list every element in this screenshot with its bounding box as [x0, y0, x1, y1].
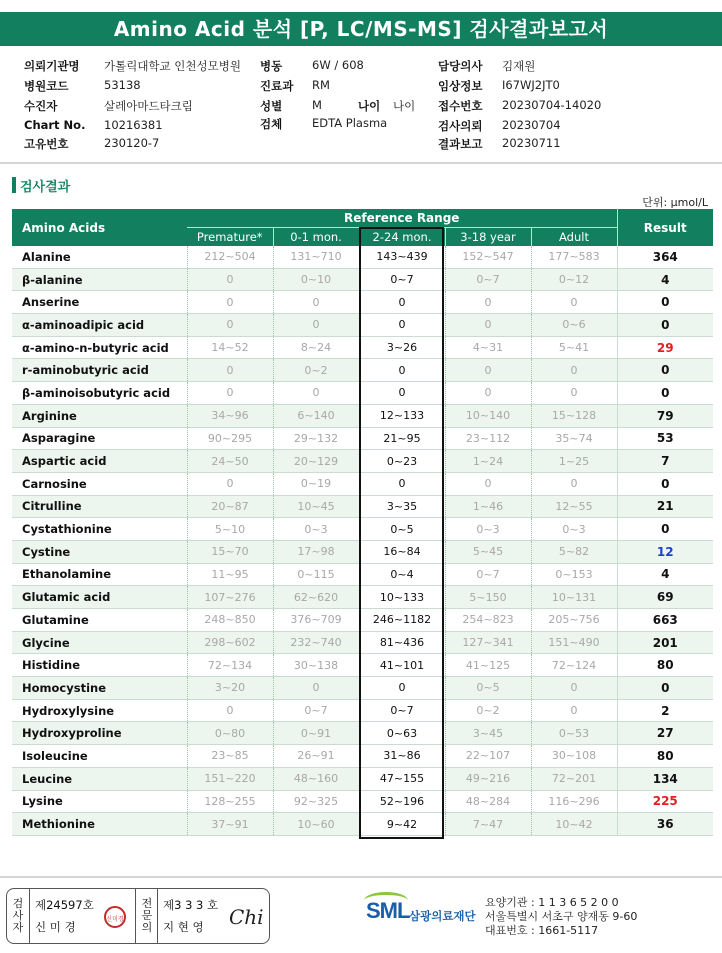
reference-range-cell: 0~63	[359, 722, 445, 745]
result-value: 663	[617, 609, 713, 632]
age-value: 나이	[393, 99, 416, 113]
reference-range-cell: 20~87	[187, 495, 273, 518]
sml-logo	[366, 898, 476, 924]
amino-acid-name: Homocystine	[12, 677, 187, 700]
reference-range-cell: 0~3	[273, 518, 359, 541]
reference-range-cell: 52~196	[359, 790, 445, 813]
result-value: 29	[617, 336, 713, 359]
reference-range-cell: 0	[187, 268, 273, 291]
lab-info	[485, 896, 637, 938]
report-title: Amino Acid 분석 [P, LC/MS-MS] 검사결과보고서	[0, 12, 722, 46]
reference-range-cell: 0	[531, 677, 617, 700]
reference-range-cell: 92~325	[273, 790, 359, 813]
result-value: 201	[617, 631, 713, 654]
reference-range-cell: 0~115	[273, 563, 359, 586]
reference-range-cell: 152~547	[445, 246, 531, 268]
amino-acid-name: Citrulline	[12, 495, 187, 518]
specialist-signature: Chi	[229, 905, 264, 929]
reference-range-cell: 116~296	[531, 790, 617, 813]
reference-range-cell: 3~20	[187, 677, 273, 700]
table-row	[12, 359, 713, 382]
reference-range-cell: 205~756	[531, 609, 617, 632]
receipt-no-label: 접수번호	[438, 99, 483, 113]
dept-value: RM	[312, 78, 330, 92]
hospital-code-value: 53138	[104, 78, 141, 92]
reference-range-cell: 0	[445, 382, 531, 405]
ref-header-premature: Premature*	[187, 228, 273, 247]
reference-range-cell: 16~84	[359, 540, 445, 563]
receipt-no-value: 20230704-14020	[502, 98, 602, 112]
col-result: Result	[617, 209, 713, 246]
reference-range-cell: 5~10	[187, 518, 273, 541]
tester-label: 검사자	[12, 897, 24, 934]
lab-address: 서울특별시 서초구 양재동 9-60	[485, 910, 638, 923]
result-value: 0	[617, 518, 713, 541]
reference-range-cell: 0~5	[359, 518, 445, 541]
table-row	[12, 246, 713, 268]
result-value: 53	[617, 427, 713, 450]
amino-acid-name: Glutamine	[12, 609, 187, 632]
reference-range-cell: 107~276	[187, 586, 273, 609]
result-value: 79	[617, 404, 713, 427]
reference-range-cell: 177~583	[531, 246, 617, 268]
amino-acid-name: Asparagine	[12, 427, 187, 450]
reference-range-cell: 0	[531, 291, 617, 314]
reference-range-cell: 0~53	[531, 722, 617, 745]
ward-label: 병동	[260, 59, 283, 73]
reference-range-cell: 30~108	[531, 745, 617, 768]
patient-info-block	[0, 52, 722, 160]
reference-range-cell: 29~132	[273, 427, 359, 450]
result-value: 0	[617, 382, 713, 405]
chart-no-value: 10216381	[104, 118, 163, 132]
reference-range-cell: 0~2	[273, 359, 359, 382]
result-value: 2	[617, 699, 713, 722]
reference-range-cell: 72~134	[187, 654, 273, 677]
specimen-value: EDTA Plasma	[312, 116, 388, 130]
tester-number: 제24597호	[35, 898, 94, 912]
table-row	[12, 631, 713, 654]
reference-range-cell: 0~7	[273, 699, 359, 722]
lab-phone: 대표번호 : 1661-5117	[485, 924, 599, 937]
reference-range-cell: 4~31	[445, 336, 531, 359]
reference-range-cell: 9~42	[359, 813, 445, 836]
reference-range-cell: 62~620	[273, 586, 359, 609]
reference-range-cell: 72~124	[531, 654, 617, 677]
amino-acid-name: Cystathionine	[12, 518, 187, 541]
reference-range-cell: 0~4	[359, 563, 445, 586]
reference-range-cell: 298~602	[187, 631, 273, 654]
table-row	[12, 677, 713, 700]
result-value: 0	[617, 677, 713, 700]
reference-range-cell: 246~1182	[359, 609, 445, 632]
request-date-label: 검사의뢰	[438, 119, 483, 133]
table-row	[12, 790, 713, 813]
reference-range-cell: 10~140	[445, 404, 531, 427]
reference-range-cell: 15~70	[187, 540, 273, 563]
table-row	[12, 813, 713, 836]
signature-box	[6, 888, 270, 944]
reference-range-cell: 5~150	[445, 586, 531, 609]
reference-range-cell: 0~7	[445, 268, 531, 291]
result-value: 225	[617, 790, 713, 813]
result-value: 21	[617, 495, 713, 518]
reference-range-cell: 127~341	[445, 631, 531, 654]
reference-range-cell: 21~95	[359, 427, 445, 450]
reference-range-cell: 90~295	[187, 427, 273, 450]
amino-acid-name: Ethanolamine	[12, 563, 187, 586]
reference-range-cell: 6~140	[273, 404, 359, 427]
reference-range-cell: 15~128	[531, 404, 617, 427]
tester-seal	[104, 906, 126, 928]
result-value: 27	[617, 722, 713, 745]
reference-range-cell: 24~50	[187, 450, 273, 473]
reference-range-cell: 41~125	[445, 654, 531, 677]
report-date-value: 20230711	[502, 136, 561, 150]
amino-acid-name: Hydroxyproline	[12, 722, 187, 745]
reference-range-cell: 26~91	[273, 745, 359, 768]
hospital-code-label: 병원코드	[24, 79, 69, 93]
reference-range-cell: 5~41	[531, 336, 617, 359]
specialist-number: 제3 3 3 호	[163, 898, 219, 912]
reference-range-cell: 254~823	[445, 609, 531, 632]
reference-range-cell: 12~133	[359, 404, 445, 427]
amino-acid-name: Aspartic acid	[12, 450, 187, 473]
reference-range-cell: 0	[359, 359, 445, 382]
reference-range-cell: 41~101	[359, 654, 445, 677]
reference-range-cell: 0	[359, 314, 445, 337]
reference-range-cell: 23~85	[187, 745, 273, 768]
reference-range-cell: 35~74	[531, 427, 617, 450]
table-row	[12, 540, 713, 563]
reference-range-cell: 0	[187, 699, 273, 722]
reference-range-cell: 0	[187, 314, 273, 337]
table-row	[12, 699, 713, 722]
divider	[29, 889, 30, 943]
result-value: 0	[617, 359, 713, 382]
sex-label: 성별	[260, 99, 283, 113]
reference-range-cell: 31~86	[359, 745, 445, 768]
reference-range-cell: 22~107	[445, 745, 531, 768]
result-value: 134	[617, 767, 713, 790]
age-label: 나이	[358, 99, 381, 113]
reference-range-cell: 11~95	[187, 563, 273, 586]
table-row	[12, 654, 713, 677]
table-row	[12, 767, 713, 790]
reference-range-cell: 0~19	[273, 472, 359, 495]
reference-range-cell: 0	[359, 382, 445, 405]
reference-range-cell: 0	[187, 472, 273, 495]
reference-range-cell: 151~490	[531, 631, 617, 654]
sex-value: M	[312, 98, 322, 112]
amino-acid-name: Glycine	[12, 631, 187, 654]
institution-label: 의뢰기관명	[24, 59, 80, 73]
reference-range-cell: 34~96	[187, 404, 273, 427]
reference-range-cell: 0~91	[273, 722, 359, 745]
reference-range-cell: 10~131	[531, 586, 617, 609]
reference-range-cell: 48~284	[445, 790, 531, 813]
table-row	[12, 472, 713, 495]
amino-acid-name: Carnosine	[12, 472, 187, 495]
amino-acid-name: β-alanine	[12, 268, 187, 291]
result-value: 80	[617, 745, 713, 768]
reference-range-cell: 0	[531, 382, 617, 405]
clinical-info-value: I67WJ2JT0	[502, 78, 560, 92]
amino-acid-name: Cystine	[12, 540, 187, 563]
unit-label: 단위: μmol/L	[642, 196, 708, 209]
reference-range-cell: 81~436	[359, 631, 445, 654]
reference-range-cell: 17~98	[273, 540, 359, 563]
reference-range-cell: 248~850	[187, 609, 273, 632]
table-row	[12, 382, 713, 405]
result-value: 364	[617, 246, 713, 268]
table-row	[12, 450, 713, 473]
request-date-value: 20230704	[502, 118, 561, 132]
specialist-name: 지 현 영	[163, 920, 204, 934]
result-value: 0	[617, 314, 713, 337]
lab-code: 요양기관 : 1 1 3 6 5 2 0 0	[485, 896, 619, 909]
reference-range-cell: 0	[187, 359, 273, 382]
result-value: 69	[617, 586, 713, 609]
reference-range-cell: 0	[445, 359, 531, 382]
reference-range-cell: 0~2	[445, 699, 531, 722]
reference-range-cell: 131~710	[273, 246, 359, 268]
col-amino-acids: Amino Acids	[12, 209, 187, 246]
logo-text: SML	[366, 898, 410, 923]
reference-range-cell: 0	[531, 699, 617, 722]
amino-acid-name: Anserine	[12, 291, 187, 314]
reference-range-cell: 151~220	[187, 767, 273, 790]
reference-range-cell: 0	[273, 382, 359, 405]
reference-range-cell: 0	[187, 291, 273, 314]
reference-range-cell: 1~46	[445, 495, 531, 518]
reference-range-cell: 0~80	[187, 722, 273, 745]
ref-header-2-24mon: 2-24 mon.	[359, 228, 445, 247]
amino-acid-name: r-aminobutyric acid	[12, 359, 187, 382]
reference-range-cell: 10~45	[273, 495, 359, 518]
reference-range-cell: 0~23	[359, 450, 445, 473]
reference-range-cell: 0	[531, 472, 617, 495]
reference-range-cell: 10~133	[359, 586, 445, 609]
footer-divider	[0, 876, 722, 878]
amino-acid-name: Leucine	[12, 767, 187, 790]
result-value: 0	[617, 291, 713, 314]
clinical-info-label: 임상정보	[438, 79, 483, 93]
doctor-value: 김재원	[502, 59, 536, 73]
reference-range-cell: 0~7	[445, 563, 531, 586]
reference-range-cell: 0	[359, 291, 445, 314]
reference-range-cell: 0	[359, 677, 445, 700]
ref-header-3-18year: 3-18 year	[445, 228, 531, 247]
reference-range-cell: 49~216	[445, 767, 531, 790]
logo-name: 삼광의료재단	[409, 909, 476, 923]
ref-header-0-1mon: 0-1 mon.	[273, 228, 359, 247]
reference-range-cell: 0	[531, 359, 617, 382]
table-row	[12, 268, 713, 291]
reference-range-cell: 1~25	[531, 450, 617, 473]
reference-range-cell: 47~155	[359, 767, 445, 790]
chart-no-label: Chart No.	[24, 118, 86, 132]
table-row	[12, 336, 713, 359]
reference-range-cell: 3~26	[359, 336, 445, 359]
table-row	[12, 518, 713, 541]
reference-range-cell: 0~153	[531, 563, 617, 586]
table-row	[12, 563, 713, 586]
reference-range-cell: 10~42	[531, 813, 617, 836]
result-value: 12	[617, 540, 713, 563]
reference-range-cell: 0	[445, 314, 531, 337]
reference-range-cell: 0	[359, 472, 445, 495]
table-row	[12, 495, 713, 518]
result-value: 36	[617, 813, 713, 836]
unique-no-value: 230120-7	[104, 136, 160, 150]
reference-range-cell: 5~45	[445, 540, 531, 563]
amino-acid-name: Alanine	[12, 246, 187, 268]
amino-acid-name: α-aminoadipic acid	[12, 314, 187, 337]
reference-range-cell: 0~12	[531, 268, 617, 291]
section-marker	[12, 177, 16, 193]
amino-acid-name: Isoleucine	[12, 745, 187, 768]
reference-range-cell: 12~55	[531, 495, 617, 518]
report-date-label: 결과보고	[438, 137, 483, 151]
table-row	[12, 609, 713, 632]
reference-range-cell: 14~52	[187, 336, 273, 359]
reference-range-cell: 5~82	[531, 540, 617, 563]
reference-range-cell: 0~3	[531, 518, 617, 541]
header-divider	[0, 162, 722, 164]
reference-range-cell: 0~3	[445, 518, 531, 541]
reference-range-cell: 0	[273, 291, 359, 314]
result-value: 4	[617, 563, 713, 586]
tester-seal-text: 신미경	[106, 916, 124, 923]
amino-acid-name: Hydroxylysine	[12, 699, 187, 722]
amino-acid-name: Arginine	[12, 404, 187, 427]
col-reference-range: Reference Range	[187, 209, 617, 228]
reference-range-cell: 1~24	[445, 450, 531, 473]
section-title: 검사결과	[20, 180, 71, 195]
reference-range-cell: 0~5	[445, 677, 531, 700]
amino-acid-name: Methionine	[12, 813, 187, 836]
reference-range-cell: 3~45	[445, 722, 531, 745]
ward-value: 6W / 608	[312, 58, 364, 72]
reference-range-cell: 30~138	[273, 654, 359, 677]
reference-range-cell: 10~60	[273, 813, 359, 836]
table-row	[12, 314, 713, 337]
result-value: 0	[617, 472, 713, 495]
reference-range-cell: 212~504	[187, 246, 273, 268]
reference-range-cell: 23~112	[445, 427, 531, 450]
table-row	[12, 291, 713, 314]
amino-acid-name: Glutamic acid	[12, 586, 187, 609]
result-value: 80	[617, 654, 713, 677]
amino-acid-name: β-aminoisobutyric acid	[12, 382, 187, 405]
result-value: 7	[617, 450, 713, 473]
reference-range-cell: 376~709	[273, 609, 359, 632]
reference-range-cell: 0	[445, 291, 531, 314]
table-row	[12, 722, 713, 745]
amino-acid-name: α-amino-n-butyric acid	[12, 336, 187, 359]
reference-range-cell: 0~7	[359, 699, 445, 722]
ref-header-adult: Adult	[531, 228, 617, 247]
reference-range-cell: 7~47	[445, 813, 531, 836]
reference-range-cell: 0~10	[273, 268, 359, 291]
specialist-label: 전문의	[141, 897, 153, 934]
specimen-label: 검체	[260, 117, 283, 131]
results-table	[12, 209, 713, 836]
logo-arc-icon	[364, 892, 408, 909]
table-row	[12, 427, 713, 450]
reference-range-cell: 0~6	[531, 314, 617, 337]
reference-range-cell: 20~129	[273, 450, 359, 473]
result-value: 4	[617, 268, 713, 291]
tester-name: 신 미 경	[35, 920, 76, 934]
reference-range-cell: 0	[445, 472, 531, 495]
table-row	[12, 586, 713, 609]
reference-range-cell: 72~201	[531, 767, 617, 790]
recipient-label: 수진자	[24, 99, 58, 113]
amino-acid-name: Histidine	[12, 654, 187, 677]
reference-range-cell: 48~160	[273, 767, 359, 790]
doctor-label: 담당의사	[438, 59, 483, 73]
reference-range-cell: 0~7	[359, 268, 445, 291]
table-row	[12, 745, 713, 768]
reference-range-cell: 3~35	[359, 495, 445, 518]
reference-range-cell: 37~91	[187, 813, 273, 836]
dept-label: 진료과	[260, 79, 294, 93]
reference-range-cell: 0	[187, 382, 273, 405]
reference-range-cell: 143~439	[359, 246, 445, 268]
recipient-value: 살레아마드타크림	[104, 99, 193, 113]
amino-acid-name: Lysine	[12, 790, 187, 813]
divider	[157, 889, 158, 943]
unique-no-label: 고유번호	[24, 137, 69, 151]
table-row	[12, 404, 713, 427]
reference-range-cell: 0	[273, 314, 359, 337]
reference-range-cell: 232~740	[273, 631, 359, 654]
divider	[135, 889, 136, 943]
reference-range-cell: 8~24	[273, 336, 359, 359]
institution-value: 가톨릭대학교 인천성모병원	[104, 59, 241, 73]
reference-range-cell: 0	[273, 677, 359, 700]
reference-range-cell: 128~255	[187, 790, 273, 813]
